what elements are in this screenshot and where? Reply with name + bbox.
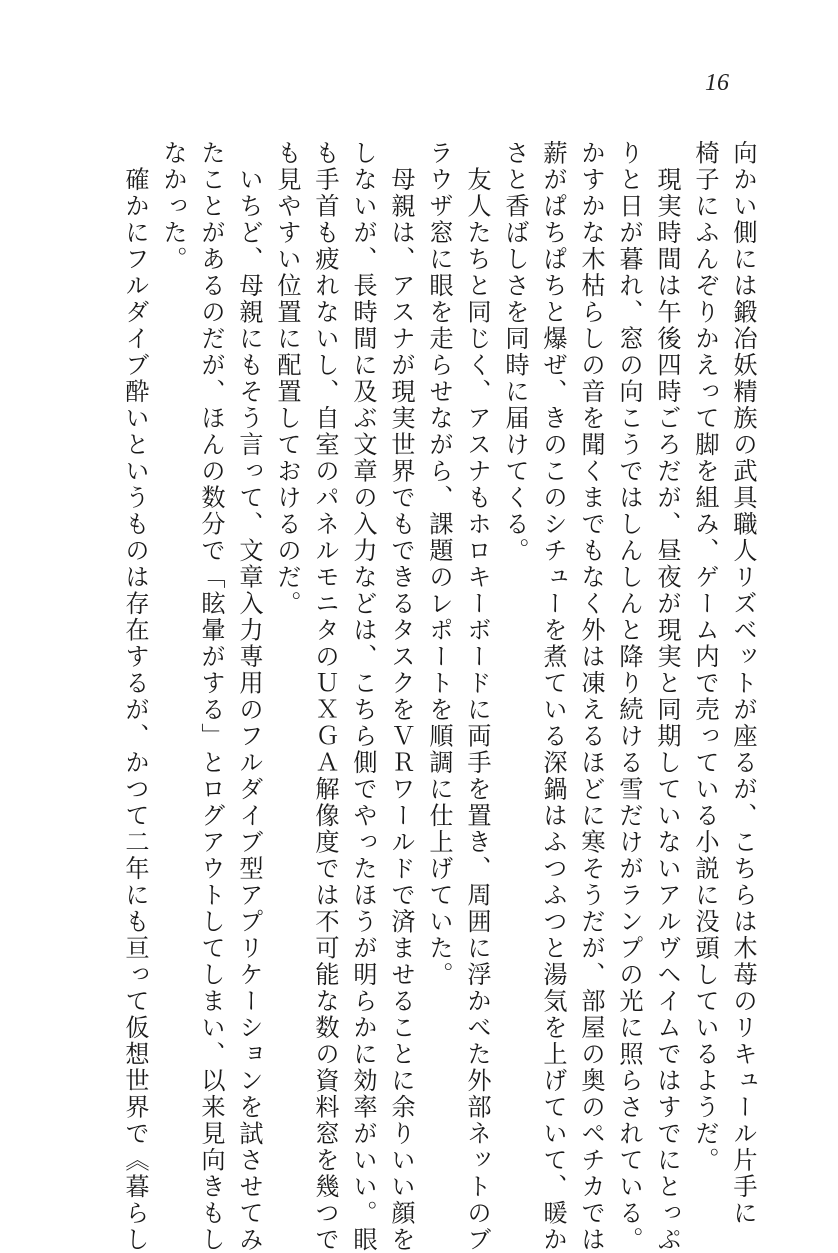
- text-column-7: さと香ばしさを同時に届けてくる。: [501, 140, 529, 564]
- text-column-8: 友人たちと同じく、アスナもホロキーボードに両手を置き、周囲に浮かべた外部ネットのブ: [463, 140, 491, 1253]
- text-column-6: 薪がぱちぱちと爆ぜ、きのこのシチューを煮ている深鍋はふつふつと湯気を上げていて、暖か: [539, 140, 567, 1253]
- text-column-9: ラウザ窓に眼を走らせながら、課題のレポートを順調に仕上げていた。: [425, 140, 453, 988]
- text-column-17: 確かにフルダイブ酔いというものは存在するが、かつて二年にも亘って仮想世界で《暮らし: [121, 140, 149, 1253]
- text-column-1: 向かい側には鍛冶妖精族の武具職人リズベットが座るが、こちらは木苺のリキュール片手に: [729, 140, 757, 1227]
- text-column-4: りと日が暮れ、窓の向こうではしんしんと降り続ける雪だけがランプの光に照らされている。: [615, 140, 643, 1253]
- text-column-13: も見やすい位置に配置しておけるのだ。: [273, 140, 301, 617]
- text-column-14: いちど、母親にもそう言って、文章入力専用のフルダイブ型アプリケーションを試させてみ: [235, 140, 263, 1253]
- text-column-5: かすかな木枯らしの音を聞くまでもなく外は凍えるほどに寒そうだが、部屋の奥のペチカでは: [577, 140, 605, 1253]
- text-column-3: 現実時間は午後四時ごろだが、昼夜が現実と同期していないアルヴヘイムではすでにとっぷ: [653, 140, 681, 1253]
- text-column-10: 母親は、アスナが現実世界でもできるタスクをＶＲワールドで済ませることに余りいい顔を: [387, 140, 415, 1253]
- body-text: [118, 140, 758, 1253]
- text-column-2: 椅子にふんぞりかえって脚を組み、ゲーム内で売っている小説に没頭しているようだ。: [691, 140, 719, 1174]
- text-column-11: しないが、長時間に及ぶ文章の入力などは、こちら側でやったほうが明らかに効率がいい。眼: [349, 140, 377, 1253]
- text-column-12: も手首も疲れないし、自室のパネルモニタのＵＸＧＡ解像度では不可能な数の資料窓を幾つで: [311, 140, 339, 1253]
- text-column-15: たことがあるのだが、ほんの数分で「眩暈がする」とログアウトしてしまい、以来見向きもし: [197, 140, 225, 1253]
- text-column-16: なかった。: [159, 140, 187, 273]
- page-number: 16: [705, 70, 729, 96]
